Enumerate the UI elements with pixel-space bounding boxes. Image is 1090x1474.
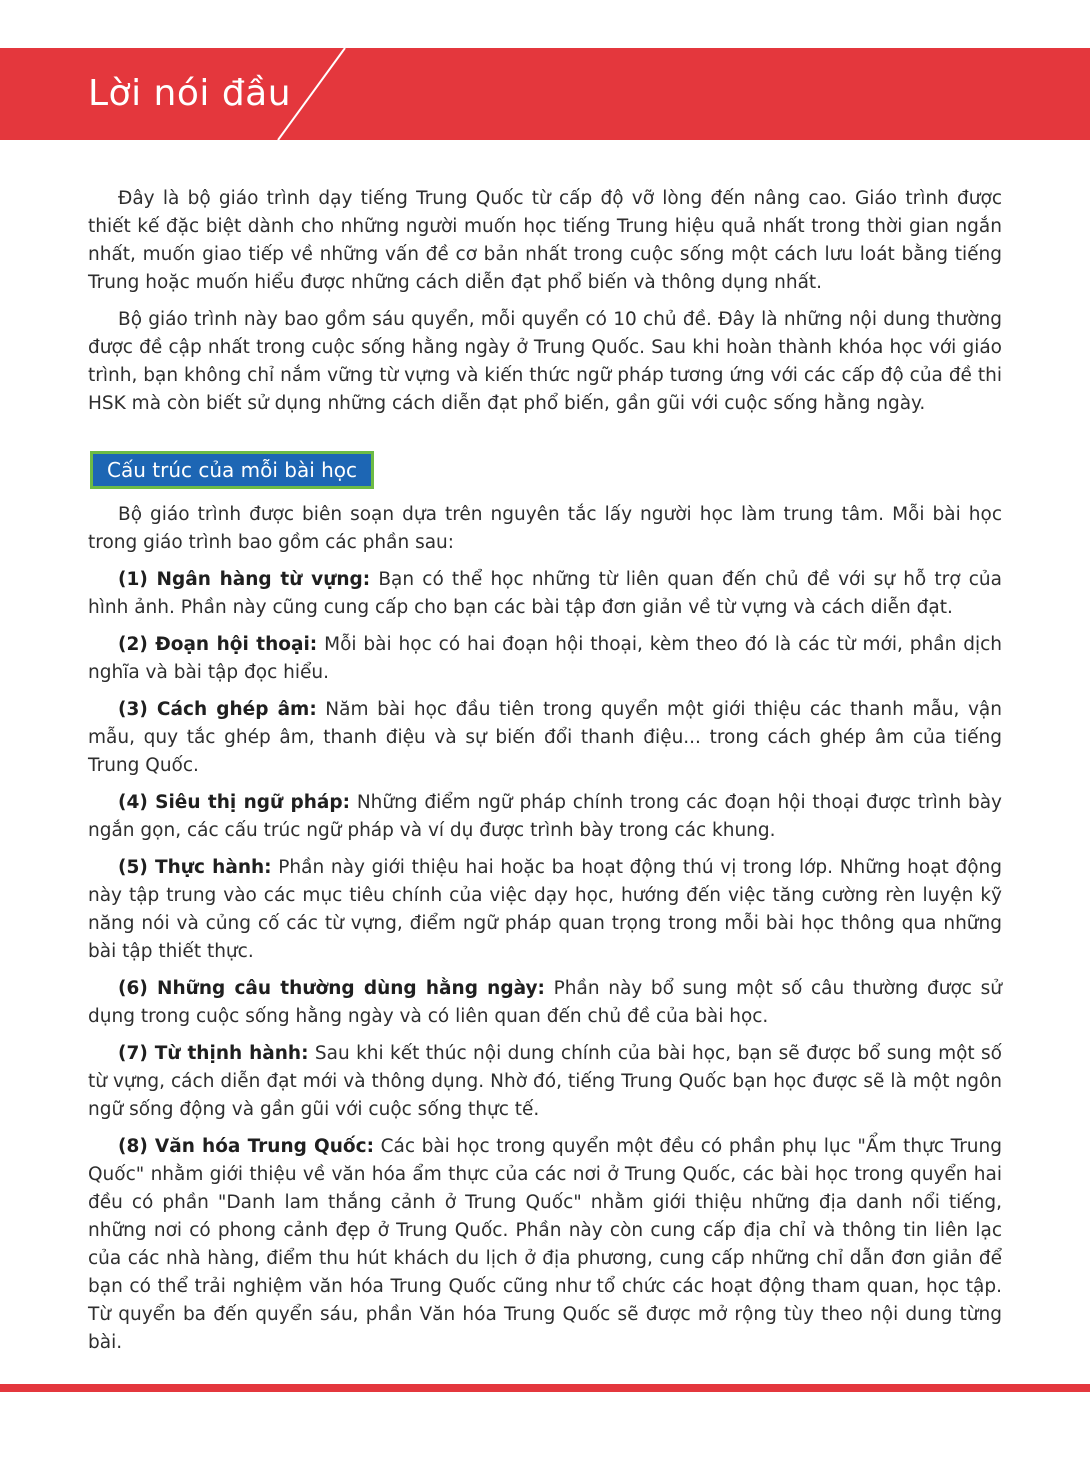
item-description: Phần này giới thiệu hai hoặc ba hoạt động thú vị trong lớp. Những hoạt động này tập trung vào các mục tiêu chính của việc dạy học, hướng đến việc tăng cường rèn luyện kỹ năng nói và củng cố các từ vựng, điểm ngữ pháp quan trọng trong mỗi bài học thông qua những bài tập thiết thực. (88, 857, 1003, 962)
header-band (0, 48, 1090, 140)
structure-item-trending-words (88, 1040, 1002, 1124)
structure-item-vocabulary-bank (88, 566, 1002, 622)
header-slash-decoration (0, 48, 1090, 140)
intro-paragraph-1: Đây là bộ giáo trình dạy tiếng Trung Quốc từ cấp độ vỡ lòng đến nâng cao. Giáo trình được thiết kế đặc biệt dành cho những người muốn học tiếng Trung hiệu quả nhất trong thời gian ngắn nhất, muốn giao tiếp về những vấn đề cơ bản nhất trong cuộc sống một cách lưu loát bằng tiếng Trung hoặc muốn hiểu được những cách diễn đạt phổ biến và thông dụng nhất. (88, 188, 1002, 293)
item-term: (5) Thực hành: (118, 857, 272, 878)
item-term: (6) Những câu thường dùng hằng ngày: (118, 978, 545, 999)
item-term: (4) Siêu thị ngữ pháp: (118, 792, 351, 813)
section-heading-lesson-structure: Cấu trúc của mỗi bài học (90, 451, 374, 489)
structure-item-grammar-market (88, 789, 1002, 845)
item-description: Bạn có thể học những từ liên quan đến chủ đề với sự hỗ trợ của hình ảnh. Phần này cũng cung cấp cho bạn các bài tập đơn giản về từ vựng và cách diễn đạt. (88, 569, 1002, 618)
intro-paragraph-2: Bộ giáo trình này bao gồm sáu quyển, mỗi quyển có 10 chủ đề. Đây là những nội dung thường được đề cập nhất trong cuộc sống hằng ngày ở Trung Quốc. Sau khi hoàn thành khóa học với giáo trình, bạn không chỉ nắm vững từ vựng và kiến thức ngữ pháp tương ứng với các cấp độ của đề thi HSK mà còn biết sử dụng những cách diễn đạt phổ biến, gần gũi với cuộc sống hằng ngày. (88, 309, 1002, 414)
section-lead-paragraph: Bộ giáo trình được biên soạn dựa trên nguyên tắc lấy người học làm trung tâm. Mỗi bài học trong giáo trình bao gồm các phần sau: (88, 504, 1002, 553)
item-description: Mỗi bài học có hai đoạn hội thoại, kèm theo đó là các từ mới, phần dịch nghĩa và bài tập đọc hiểu. (88, 634, 1003, 683)
structure-item-pinyin (88, 696, 1002, 780)
item-description: Năm bài học đầu tiên trong quyển một giới thiệu các thanh mẫu, vận mẫu, quy tắc ghép âm, thanh điệu và sự biến đổi thanh điệu... trong cách ghép âm của tiếng Trung Quốc. (88, 699, 1002, 776)
item-term: (3) Cách ghép âm: (118, 699, 317, 720)
footer-divider (0, 1384, 1090, 1392)
item-description: Sau khi kết thúc nội dung chính của bài học, bạn sẽ được bổ sung một số từ vựng, cách diễn đạt mới và thông dụng. Nhờ đó, tiếng Trung Quốc bạn học được sẽ là một ngôn ngữ sống động và gần gũi với cuộc sống thực tế. (88, 1043, 1003, 1120)
item-term: (7) Từ thịnh hành: (118, 1043, 309, 1064)
structure-item-dialogue (88, 631, 1002, 687)
page-content (88, 185, 1002, 1366)
item-term: (8) Văn hóa Trung Quốc: (118, 1136, 374, 1157)
item-term: (1) Ngân hàng từ vựng: (118, 569, 371, 590)
item-description: Phần này bổ sung một số câu thường được sử dụng trong cuộc sống hằng ngày và có liên quan đến chủ đề của bài học. (88, 978, 1002, 1027)
item-description: Các bài học trong quyển một đều có phần phụ lục "Ẩm thực Trung Quốc" nhằm giới thiệu về văn hóa ẩm thực của các nơi ở Trung Quốc, các bài học trong quyển hai đều có phần "Danh lam thắng cảnh ở Trung Quốc" nhằm giới thiệu những địa danh nổi tiếng, những nơi có phong cảnh đẹp ở Trung Quốc. Phần này còn cung cấp địa chỉ và thông tin liên lạc của các nhà hàng, điểm thu hút khách du lịch ở địa phương, cung cấp những chỉ dẫn đơn giản để bạn có thể trải nghiệm văn hóa Trung Quốc cũng như tổ chức các hoạt động tham quan, học tập. Từ quyển ba đến quyển sáu, phần Văn hóa Trung Quốc sẽ được mở rộng tùy theo nội dung từng bài. (88, 1136, 1002, 1353)
structure-item-practice (88, 854, 1002, 966)
structure-item-chinese-culture (88, 1133, 1002, 1357)
item-term: (2) Đoạn hội thoại: (118, 634, 318, 655)
item-description: Những điểm ngữ pháp chính trong các đoạn hội thoại được trình bày ngắn gọn, các cấu trúc ngữ pháp và ví dụ được trình bày trong các khung. (88, 792, 1003, 841)
page-title: Lời nói đầu (88, 73, 292, 114)
structure-item-daily-phrases (88, 975, 1002, 1031)
